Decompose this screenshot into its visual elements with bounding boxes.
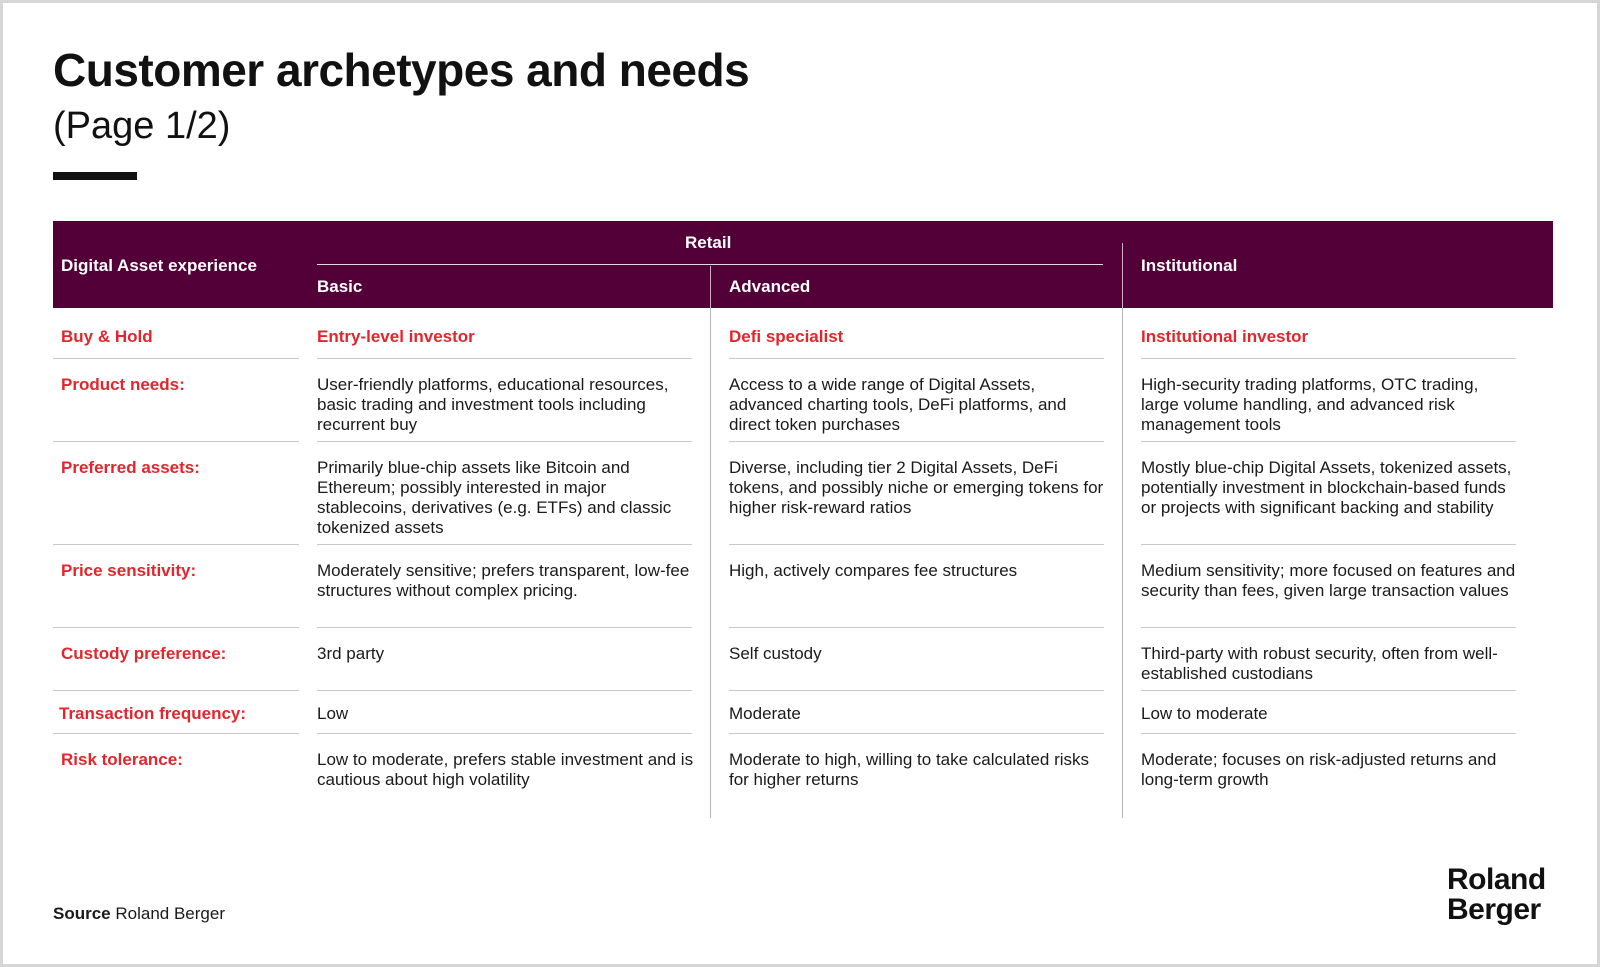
header-advanced: Advanced [729, 277, 811, 296]
cell-advanced: Moderate to high, willing to take calculated risks for higher returns [729, 750, 1090, 789]
row-label: Transaction frequency: [59, 704, 247, 723]
cell-institutional: Medium sensitivity; more focused on features and security than fees, given large transaction values [1141, 561, 1516, 600]
table-row [53, 628, 1553, 691]
header-basic: Basic [317, 277, 363, 296]
row-label: Custody preference: [61, 644, 227, 663]
table-row [53, 545, 1553, 628]
row-label: Buy & Hold [61, 327, 153, 346]
row-label: Price sensitivity: [61, 561, 197, 580]
cell-advanced: Defi specialist [729, 327, 844, 346]
page-subtitle: (Page 1/2) [53, 105, 231, 147]
title-underline [53, 172, 137, 180]
row-label: Preferred assets: [61, 458, 200, 477]
table-row [53, 359, 1553, 442]
cell-basic: User-friendly platforms, educational resources, basic trading and investment tools including recurrent buy [317, 375, 669, 434]
row-label: Product needs: [61, 375, 185, 394]
cell-institutional: High-security trading platforms, OTC trading, large volume handling, and advanced risk management tools [1141, 375, 1479, 434]
table-row [53, 442, 1553, 545]
header-column-divider [710, 266, 711, 308]
header-experience: Digital Asset experience [61, 256, 257, 275]
row-label: Risk tolerance: [61, 750, 183, 769]
header-column-divider [1122, 243, 1123, 308]
cell-advanced: High, actively compares fee structures [729, 561, 1018, 580]
cell-advanced: Moderate [729, 704, 801, 723]
cell-institutional: Mostly blue-chip Digital Assets, tokenized assets, potentially investment in blockchain-based funds or projects with significant backing and stability [1141, 458, 1512, 517]
header-institutional: Institutional [1141, 256, 1238, 275]
source-note [53, 904, 225, 924]
cell-institutional: Moderate; focuses on risk-adjusted returns and long-term growth [1141, 750, 1497, 789]
cell-advanced: Access to a wide range of Digital Assets, advanced charting tools, DeFi platforms, and direct token purchases [729, 375, 1067, 434]
page-title: Customer archetypes and needs [53, 44, 750, 96]
table-header [53, 221, 1553, 308]
logo-line-2: Berger [1447, 893, 1541, 926]
cell-institutional: Third-party with robust security, often from well-established custodians [1141, 644, 1498, 683]
cell-advanced: Diverse, including tier 2 Digital Assets, DeFi tokens, and possibly niche or emerging tokens for higher risk-reward ratios [729, 458, 1104, 517]
table-row [53, 734, 1553, 804]
header-retail-divider [317, 264, 1103, 265]
cell-basic: Entry-level investor [317, 327, 475, 346]
source-text: Roland Berger [115, 904, 225, 923]
cell-advanced: Self custody [729, 644, 822, 663]
table-row [53, 691, 1553, 734]
cell-basic: Low [317, 704, 349, 723]
header-retail: Retail [685, 233, 732, 252]
cell-basic: Primarily blue-chip assets like Bitcoin and Ethereum; possibly interested in major stablecoins, derivatives (e.g. ETFs) and classic tokenized assets [317, 458, 672, 537]
cell-institutional: Institutional investor [1141, 327, 1309, 346]
source-label: Source [53, 904, 111, 923]
roland-berger-logo [1447, 865, 1546, 925]
cell-basic: Moderately sensitive; prefers transparent, low-fee structures without complex pricing. [317, 561, 690, 600]
logo-line-1: Roland [1447, 863, 1546, 896]
table-row [53, 319, 1553, 359]
cell-basic: 3rd party [317, 644, 385, 663]
cell-institutional: Low to moderate [1141, 704, 1268, 723]
cell-basic: Low to moderate, prefers stable investment and is cautious about high volatility [317, 750, 694, 789]
